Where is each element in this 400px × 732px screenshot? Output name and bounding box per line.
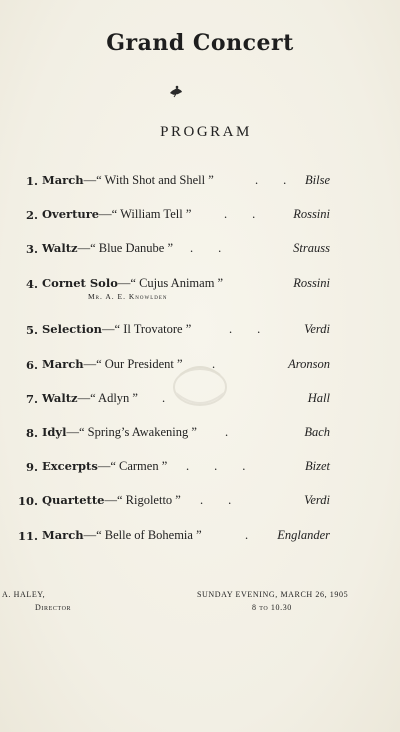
soloist-credit: Mr. A. E. Knowlden bbox=[88, 292, 168, 301]
composer-name: Rossini bbox=[293, 276, 330, 290]
piece-type: Cornet Solo bbox=[42, 276, 118, 290]
piece-type: Selection bbox=[42, 322, 103, 336]
program-item bbox=[0, 493, 400, 511]
fleuron-ornament-icon bbox=[168, 84, 184, 98]
leader-dots: . . . bbox=[186, 459, 246, 473]
program-item bbox=[0, 322, 400, 340]
composer-name: Bizet bbox=[305, 459, 330, 473]
program-item bbox=[0, 459, 400, 477]
director-title: Director bbox=[35, 603, 72, 612]
item-number: 10. bbox=[17, 494, 38, 508]
composer-name: Englander bbox=[277, 528, 330, 542]
item-number: 5. bbox=[25, 323, 38, 337]
item-number: 8. bbox=[25, 426, 38, 440]
item-number: 9. bbox=[25, 460, 38, 474]
piece-type: March bbox=[42, 173, 84, 187]
piece-type: Overture bbox=[42, 207, 100, 221]
leader-dots: . . bbox=[224, 207, 256, 221]
piece-type: March bbox=[42, 357, 84, 371]
item-number: 3. bbox=[25, 242, 38, 256]
leader-dots: . . bbox=[200, 493, 232, 507]
item-title bbox=[42, 276, 223, 291]
piece-name: —“ Cujus Animam ” bbox=[117, 276, 224, 290]
section-heading: PROGRAM bbox=[160, 124, 252, 140]
item-title bbox=[42, 391, 138, 406]
leader-dots: . bbox=[162, 391, 166, 405]
piece-name: —“ Blue Danube ” bbox=[77, 241, 174, 255]
piece-name: —“ Rigoletto ” bbox=[104, 493, 181, 507]
performance-date: SUNDAY EVENING, MARCH 26, 1905 bbox=[197, 590, 349, 599]
item-number: 4. bbox=[25, 277, 38, 291]
item-title bbox=[42, 459, 167, 474]
item-title bbox=[42, 322, 191, 337]
program-item bbox=[0, 528, 400, 546]
item-title bbox=[42, 425, 197, 440]
leader-dots: . bbox=[225, 425, 229, 439]
performance-time: 8 to 10.30 bbox=[252, 603, 292, 612]
composer-name: Strauss bbox=[293, 241, 330, 255]
item-number: 6. bbox=[25, 358, 38, 372]
piece-name: —“ Carmen ” bbox=[97, 459, 168, 473]
director-name: A. HALEY, bbox=[2, 590, 46, 599]
program-item bbox=[0, 241, 400, 259]
composer-name: Verdi bbox=[304, 322, 330, 336]
composer-name: Verdi bbox=[304, 493, 330, 507]
item-number: 7. bbox=[25, 392, 38, 406]
piece-type: Waltz bbox=[42, 391, 78, 405]
piece-type: Waltz bbox=[42, 241, 78, 255]
embossed-seal-icon bbox=[140, 355, 260, 415]
item-title bbox=[42, 528, 202, 543]
composer-name: Bilse bbox=[305, 173, 330, 187]
piece-type: March bbox=[42, 528, 84, 542]
item-title bbox=[42, 493, 181, 508]
program-item bbox=[0, 173, 400, 191]
program-item bbox=[0, 207, 400, 225]
piece-name: —“ Spring’s Awakening ” bbox=[66, 425, 197, 439]
piece-name: —“ Adlyn ” bbox=[77, 391, 138, 405]
piece-name: —“ Il Trovatore ” bbox=[102, 322, 192, 336]
composer-name: Aronson bbox=[288, 357, 330, 371]
item-number: 11. bbox=[17, 529, 38, 543]
item-title bbox=[42, 207, 191, 222]
piece-name: —“ William Tell ” bbox=[99, 207, 192, 221]
piece-name: —“ Our President ” bbox=[83, 357, 183, 371]
composer-name: Bach bbox=[304, 425, 330, 439]
item-title bbox=[42, 173, 214, 188]
item-number: 2. bbox=[25, 208, 38, 222]
piece-type: Excerpts bbox=[42, 459, 98, 473]
leader-dots: . bbox=[245, 528, 249, 542]
piece-type: Idyl bbox=[42, 425, 67, 439]
program-item bbox=[0, 425, 400, 443]
page-title: Grand Concert bbox=[106, 30, 294, 56]
item-title bbox=[42, 241, 173, 256]
leader-dots: . . bbox=[255, 173, 287, 187]
item-number: 1. bbox=[25, 174, 38, 188]
composer-name: Rossini bbox=[293, 207, 330, 221]
leader-dots: . . bbox=[190, 241, 222, 255]
piece-name: —“ With Shot and Shell ” bbox=[83, 173, 214, 187]
piece-type: Quartette bbox=[42, 493, 105, 507]
leader-dots: . bbox=[212, 357, 216, 371]
leader-dots: . . bbox=[229, 322, 261, 336]
program-item bbox=[0, 276, 400, 294]
piece-name: —“ Belle of Bohemia ” bbox=[83, 528, 202, 542]
composer-name: Hall bbox=[307, 391, 330, 405]
